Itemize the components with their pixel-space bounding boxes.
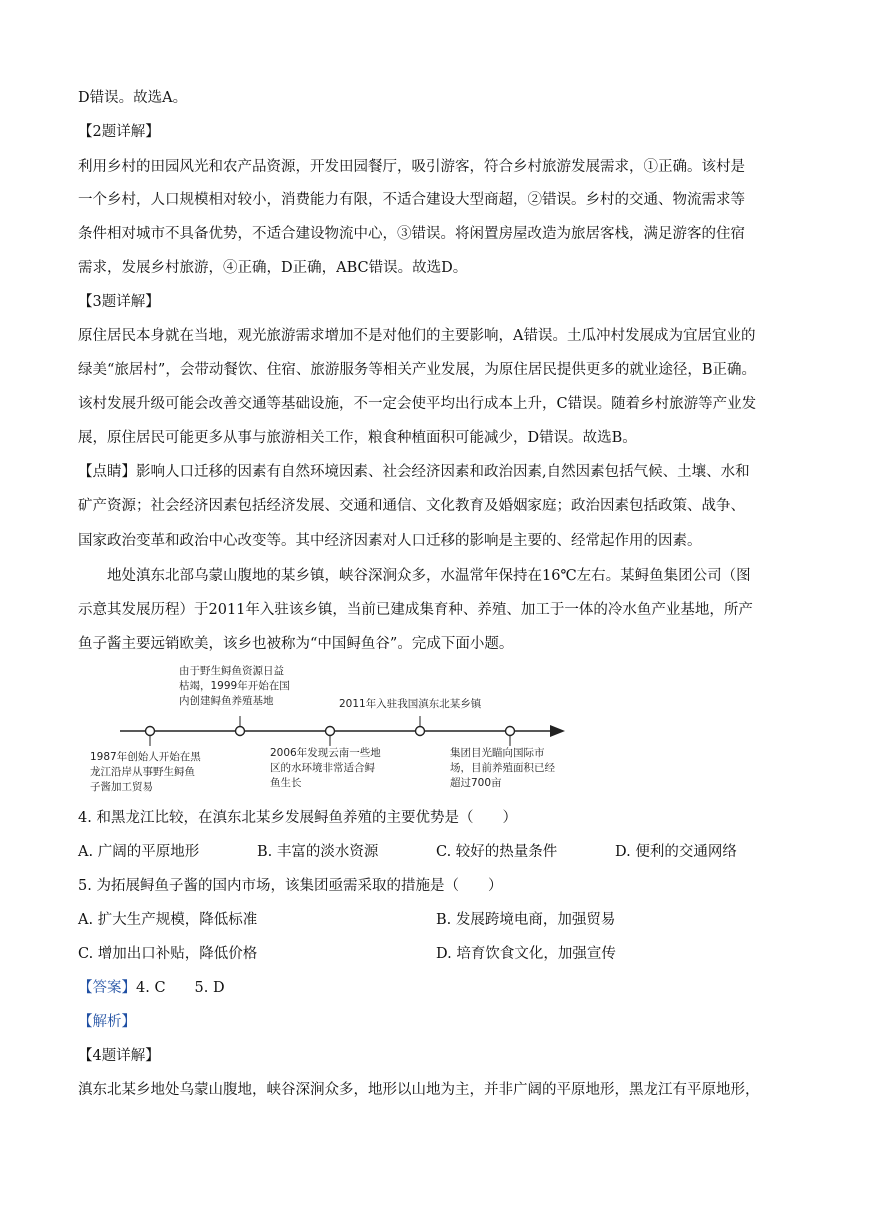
answer-label: 【答案】 <box>78 980 136 996</box>
timeline-note-1987: 1987年创始人开始在黑 龙江沿岸从事野生鲟鱼 子酱加工贸易 <box>90 751 201 793</box>
timeline-note-2011: 2011年入驻我国滇东北某乡镇 <box>339 698 482 710</box>
section-heading: 【2题详解】 <box>78 124 160 140</box>
paragraph-line: 条件相对城市不具备优势，不适合建设物流中心，③错误。将闲置房屋改造为旅居客栈，满足游客的住宿 <box>78 226 745 242</box>
q4-option-d: D. 便利的交通网络 <box>615 844 737 860</box>
paragraph-line: 需求，发展乡村旅游，④正确，D正确，ABC错误。故选D。 <box>78 260 468 276</box>
intro-line: 示意其发展历程）于2011年入驻该乡镇，当前已建成集育种、养殖、加工于一体的冷水鱼产业基地，所产 <box>78 602 753 618</box>
q5-option-c: C. 增加出口补贴，降低价格 <box>78 946 258 962</box>
timeline-axis <box>120 716 570 746</box>
paragraph-line: 矿产资源；社会经济因素包括经济发展、交通和通信、文化教育及婚姻家庭；政治因素包括政策、战争、 <box>78 498 745 514</box>
timeline-node <box>236 727 245 736</box>
analysis-label: 【解析】 <box>78 1014 136 1030</box>
paragraph-line: 滇东北某乡地处乌蒙山腹地，峡谷深涧众多，地形以山地为主，并非广阔的平原地形，黑龙江有平原地形， <box>78 1082 760 1098</box>
question-5-stem: 5. 为拓展鲟鱼子酱的国内市场，该集团亟需采取的措施是（ ） <box>78 878 503 894</box>
q5-option-a: A. 扩大生产规模，降低标准 <box>78 912 258 928</box>
paragraph-line: 国家政治变革和政治中心改变等。其中经济因素对人口迁移的影响是主要的、经常起作用的因素。 <box>78 533 702 549</box>
q4-option-b: B. 丰富的淡水资源 <box>257 844 379 860</box>
paragraph-line: 利用乡村的田园风光和农产品资源，开发田园餐厅，吸引游客，符合乡村旅游发展需求，①正确。该村是 <box>78 159 745 175</box>
answer-line <box>78 978 793 998</box>
section-heading: 【3题详解】 <box>78 294 160 310</box>
question-4-stem: 4. 和黑龙江比较，在滇东北某乡发展鲟鱼养殖的主要优势是（ ） <box>78 810 517 826</box>
timeline-note-2006: 2006年发现云南一些地 区的水环境非常适合鲟 鱼生长 <box>270 747 381 789</box>
timeline-note-current: 集团目光瞄向国际市 场，目前养殖面积已经 超过700亩 <box>450 747 555 789</box>
q5-option-b: B. 发展跨境电商，加强贸易 <box>436 912 616 928</box>
section-heading: 【4题详解】 <box>78 1048 160 1064</box>
paragraph-line: 展，原住居民可能更多从事与旅游相关工作，粮食种植面积可能减少，D错误。故选B。 <box>78 430 637 446</box>
paragraph-line: 原住居民本身就在当地，观光旅游需求增加不是对他们的主要影响，A错误。土瓜冲村发展成为宜居宜业的 <box>78 328 756 344</box>
paragraph-line: 一个乡村，人口规模相对较小，消费能力有限，不适合建设大型商超，②错误。乡村的交通、物流需求等 <box>78 192 745 208</box>
q4-option-c: C. 较好的热量条件 <box>436 844 558 860</box>
q5-option-d: D. 培育饮食文化，加强宣传 <box>436 946 616 962</box>
timeline-node <box>416 727 425 736</box>
paragraph-line: D错误。故选A。 <box>78 90 188 106</box>
timeline-note-1999: 由于野生鲟鱼资源日益 枯竭，1999年开始在国 内创建鲟鱼养殖基地 <box>179 665 290 707</box>
answer-text: 4. C 5. D <box>136 980 225 996</box>
tip-paragraph-line: 【点睛】影响人口迁移的因素有自然环境因素、社会经济因素和政治因素,自然因素包括气候、土壤、水和 <box>78 464 750 480</box>
intro-line: 鱼子酱主要远销欧美，该乡也被称为“中国鲟鱼谷”。完成下面小题。 <box>78 636 514 652</box>
timeline-node <box>326 727 335 736</box>
paragraph-line: 绿美“旅居村”，会带动餐饮、住宿、旅游服务等相关产业发展，为原住居民提供更多的就业途径，B正确。 <box>78 362 756 378</box>
timeline-node <box>146 727 155 736</box>
paragraph-line: 该村发展升级可能会改善交通等基础设施，不一定会使平均出行成本上升，C错误。随着乡村旅游等产业发 <box>78 396 757 412</box>
timeline-arrow <box>550 725 565 737</box>
intro-line: 地处滇东北部乌蒙山腹地的某乡镇，峡谷深涧众多，水温常年保持在16℃左右。某鲟鱼集团公司（图 <box>107 568 751 584</box>
q4-option-a: A. 广阔的平原地形 <box>78 844 200 860</box>
timeline-node <box>506 727 515 736</box>
